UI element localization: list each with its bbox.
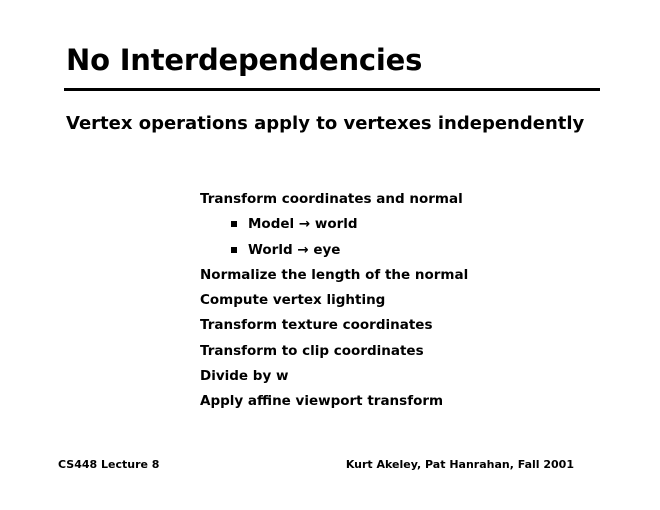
list-item	[200, 264, 468, 289]
list-item	[200, 365, 468, 390]
list-item-text: Apply affine viewport transform	[200, 393, 444, 410]
title-divider	[64, 88, 600, 91]
sub-list-item	[200, 239, 468, 264]
list-item	[200, 390, 468, 415]
sub-list-item	[200, 213, 468, 238]
list-item	[200, 289, 468, 314]
square-bullet-icon	[231, 247, 237, 253]
slide-title: No Interdependencies	[66, 43, 423, 77]
footer-course: CS448 Lecture 8	[58, 458, 160, 471]
list-item-text: Compute vertex lighting	[200, 292, 386, 309]
list-item-text: Transform to clip coordinates	[200, 342, 424, 359]
slide-subtitle: Vertex operations apply to vertexes independently	[66, 113, 585, 134]
list-item-text: Model → world	[248, 216, 358, 233]
list-item-text: Transform texture coordinates	[200, 317, 433, 334]
square-bullet-icon	[231, 221, 237, 227]
list-item-text: Normalize the length of the normal	[200, 266, 469, 283]
list-item-text: World → eye	[248, 241, 341, 258]
list-item	[200, 340, 468, 365]
bullet-list	[200, 188, 468, 416]
list-item	[200, 314, 468, 339]
list-item-text: Transform coordinates and normal	[200, 191, 463, 207]
list-item-text: Divide by w	[200, 368, 289, 385]
list-item	[200, 188, 468, 213]
footer-authors: Kurt Akeley, Pat Hanrahan, Fall 2001	[345, 458, 574, 471]
